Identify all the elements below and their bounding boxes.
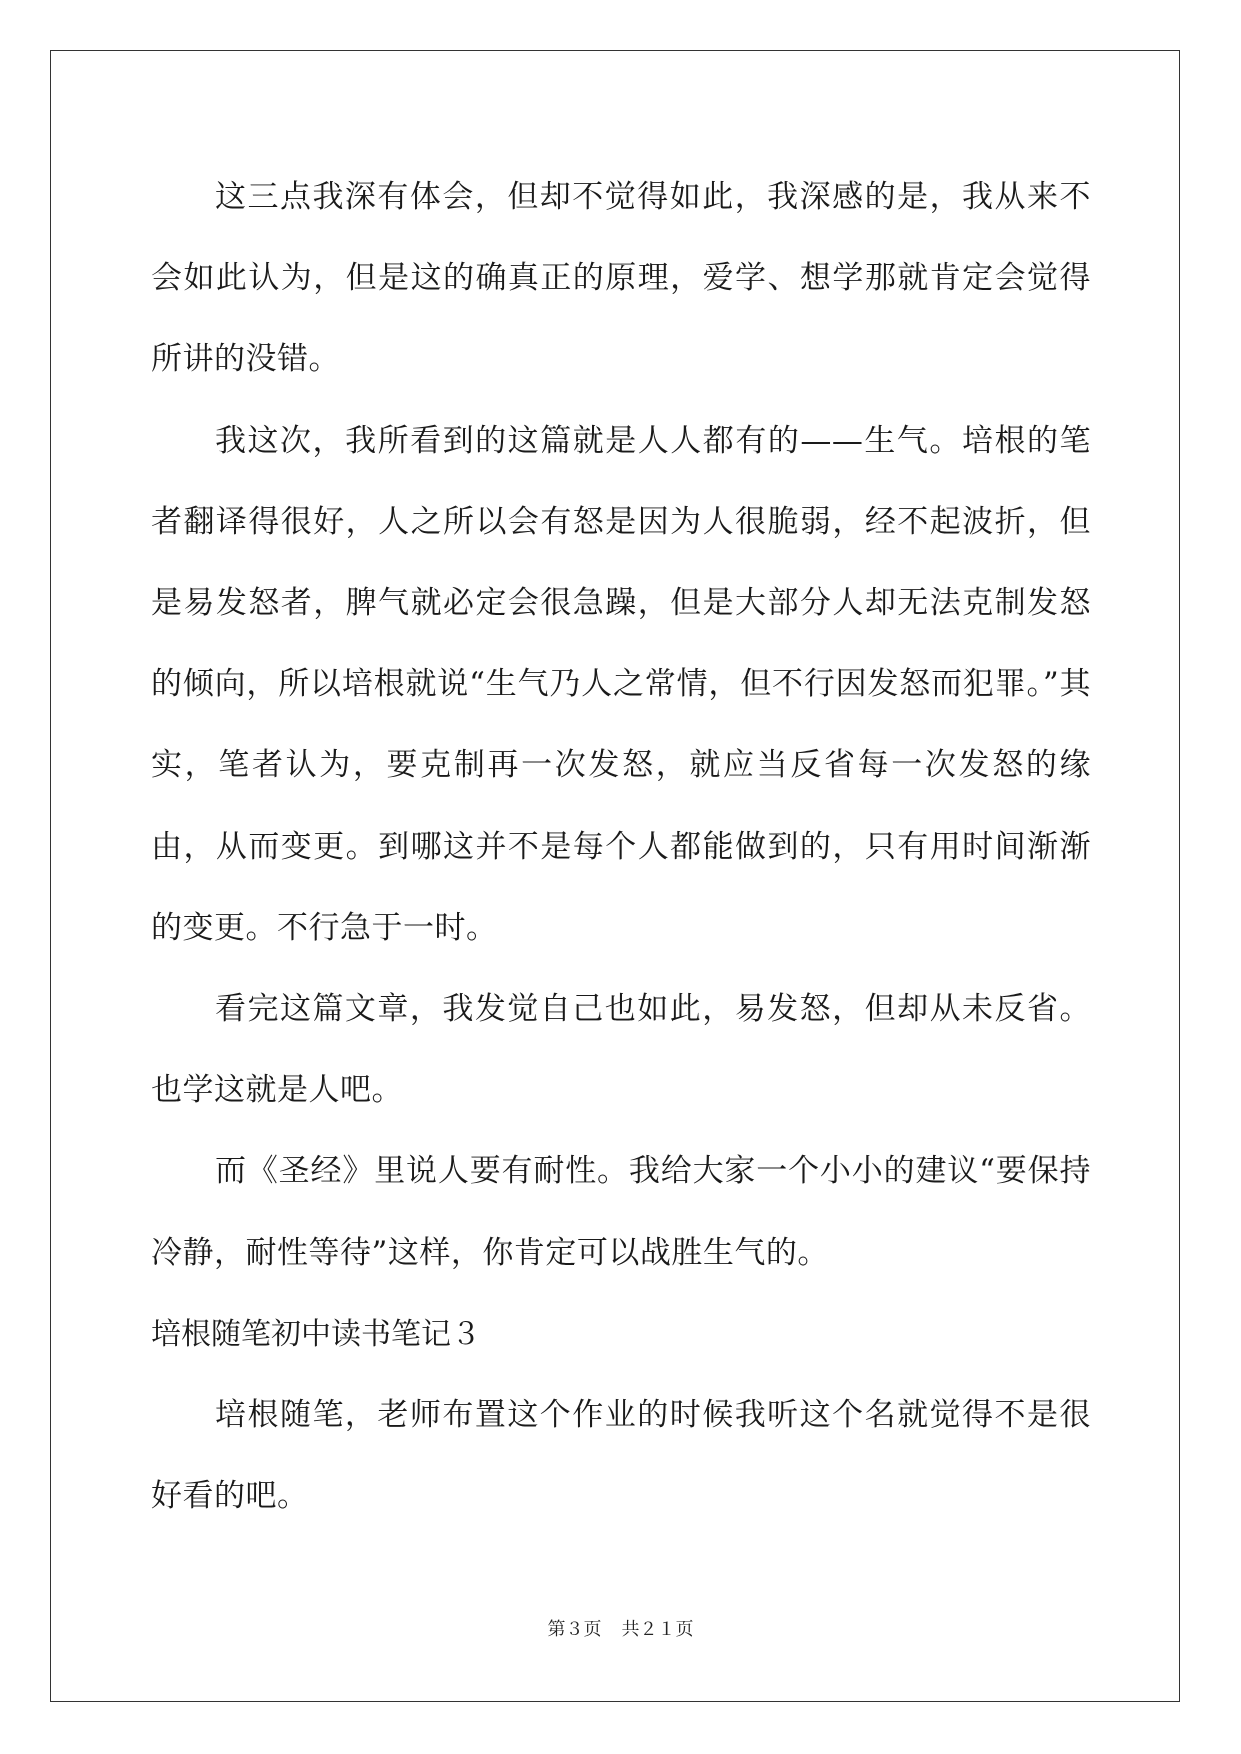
document-body: [151, 157, 1091, 1537]
paragraph: 这三点我深有体会，但却不觉得如此，我深感的是，我从来不会如此认为，但是这的确真正的原理，爱学、想学那就肯定会觉得所讲的没错。: [151, 179, 1091, 378]
page-number: 第３页: [547, 1619, 602, 1640]
paragraph: 看完这篇文章，我发觉自己也如此，易发怒，但却从未反省。也学这就是人吧。: [151, 991, 1091, 1109]
paragraph: 培根随笔，老师布置这个作业的时候我听这个名就觉得不是很好看的吧。: [151, 1397, 1091, 1515]
section-heading: 培根随笔初中读书笔记３: [151, 1316, 481, 1352]
page-total: 共２１页: [621, 1619, 694, 1640]
page-footer: [0, 1615, 1241, 1641]
paragraph: 而《圣经》里说人要有耐性。我给大家一个小小的建议“要保持冷静，耐性等待”这样，你肯定可以战胜生气的。: [151, 1153, 1091, 1271]
paragraph: 我这次，我所看到的这篇就是人人都有的——生气。培根的笔者翻译得很好，人之所以会有怒是因为人很脆弱，经不起波折，但是易发怒者，脾气就必定会很急躁，但是大部分人却无法克制发怒的倾向，所以培根就说“生气乃人之常情，但不行因发怒而犯罪。”其实，笔者认为，要克制再一次发怒，就应当反省每一次发怒的缘由，从而变更。到哪这并不是每个人都能做到的，只有用时间渐渐的变更。不行急于一时。: [151, 422, 1091, 946]
